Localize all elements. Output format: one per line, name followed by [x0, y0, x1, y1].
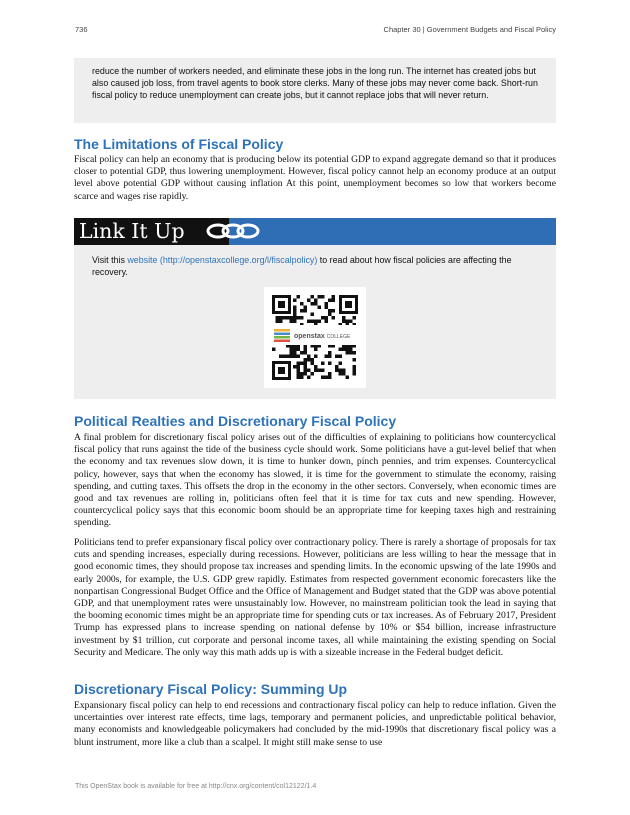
paragraph-limitations: Fiscal policy can help an economy that is producing below its potential GDP to expand aggregate demand so that it produces closer to potential GDP, thus lowering unemployment. However, fiscal policy cannot help an economy produce at an output level above potential GDP without causing inflation At this point, unemployment becomes so low that workers become scarce and wages rise rapidly.	[74, 154, 556, 202]
paragraph-political-1: A final problem for discretionary fiscal policy arises out of the difficulties of explaining to politicians how countercyclical fiscal policy that runs against the tide of the business cycle should work. Some politicians have a gut-level belief that when the economy and tax revenues slow down, it is time to hunker down, pinch pennies, and trim expenses. Countercyclical policy, however, says that when the economy has slowed, it is time for the government to stimulate the economy, raising spending, and cutting taxes. This offsets the drop in the economy in the other sectors. Conversely, when economic times are good and tax revenues are rolling in, politicians often feel that it is time for tax cuts and new spending. However, countercyclical policy says that this economic boom should be an appropriate time for keeping taxes high and restraining spending.	[74, 432, 556, 529]
chain-link-icon	[205, 222, 263, 240]
paragraph-summing-up: Expansionary fiscal policy can help to end recessions and contractionary fiscal policy can help to reduce inflation. Given the uncertainties over interest rate effects, time lags, temporary and permanent policies, and unpredictable political behavior, many economists and knowledgeable policymakers had concluded by the mid-1990s that discretionary fiscal policy was a blunt instrument, more like a club than a scalpel. It might still make sense to use	[74, 700, 556, 748]
paragraph-political-2: Politicians tend to prefer expansionary fiscal policy over contractionary policy. There is rarely a shortage of proposals for tax cuts and spending increases, especially during recessions. However, politicians are less willing to hear the message that in good economic times, they should propose tax increases and spending limits. In the economic upswing of the late 1990s and early 2000s, for example, the U.S. GDP grew rapidly. Estimates from respected government economic forecasters like the nonpartisan Congressional Budget Office and the Office of Management and Budget stated that the GDP was above potential GDP, and that unemployment rates were unsustainably low. However, no mainstream politician took the lead in saying that the booming economic times might be an appropriate time for spending cuts or tax increases. As of February 2017, President Trump has expressed plans to increase spending on national defense by 10% or $54 billion, increase infrastructure investment by $1 trillion, cut corporate and personal income taxes, all while maintaining the existing spending on Social Security and Medicare. The only way this math adds up is with a sizeable increase in the Federal budget deficit.	[74, 537, 556, 658]
link-it-up-text	[92, 254, 542, 278]
link-text-after: to read about how fiscal policies are affecting the recovery.	[92, 255, 512, 278]
section-title-political: Political Realties and Discretionary Fiscal Policy	[74, 413, 397, 429]
footer-note: This OpenStax book is available for free at http://cnx.org/content/col12122/1.4	[75, 783, 317, 790]
feature-box-continuation: reduce the number of workers needed, and eliminate these jobs in the long run. The internet has created jobs but also caused job loss, from travel agents to book store clerks. Many of these jobs may never come back. Short-run fiscal policy to reduce unemployment can create jobs, but it cannot replace jobs that will never return.	[74, 58, 556, 123]
link-it-up-banner	[74, 218, 556, 245]
qr-code[interactable]	[264, 287, 366, 388]
link-text-before: Visit this	[92, 255, 128, 265]
openstax-logo-text: openstax COLLEGE	[294, 333, 351, 340]
chapter-header: Chapter 30 | Government Budgets and Fiscal Policy	[383, 25, 556, 34]
page-number: 736	[75, 25, 88, 34]
qr-code-icon	[264, 287, 366, 388]
section-title-limitations: The Limitations of Fiscal Policy	[74, 136, 284, 152]
link-it-up-title: Link It Up	[79, 219, 185, 243]
section-title-summing-up: Discretionary Fiscal Policy: Summing Up	[74, 681, 348, 697]
fiscal-policy-website-link[interactable]: website (http://openstaxcollege.org/l/fiscalpolicy)	[127, 255, 318, 265]
link-it-up-box	[74, 245, 556, 399]
